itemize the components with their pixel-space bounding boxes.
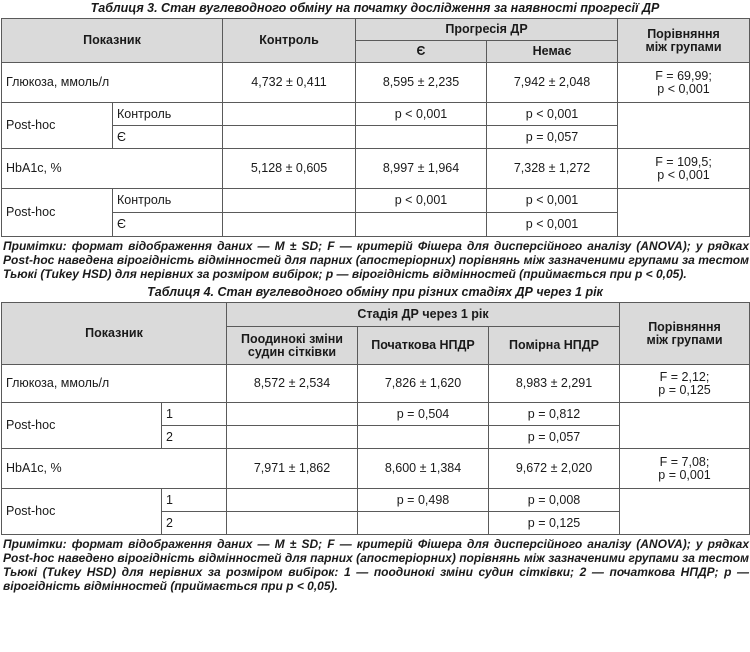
table4-caption: Таблиця 4. Стан вуглеводного обміну при різних стадіях ДР через 1 рік [147,285,603,299]
t3-posthoc1-empty-control [223,103,356,126]
t4-posthoc2-sub2-moderate: p = 0,125 [489,512,620,535]
t3-posthoc2-sub1-yes: p < 0,001 [356,189,487,213]
t3-posthoc1-sub1-yes: p < 0,001 [356,103,487,126]
t4-glucose-cmp2: p = 0,125 [658,382,711,397]
t4-posthoc1-label: Post-hoc [2,403,162,449]
t4-header-single-line1: Поодинокі зміни [241,331,343,346]
t4-posthoc1-empty-single2 [227,426,358,449]
table3 [1,18,750,237]
t3-header-control: Контроль [223,19,356,63]
t3-posthoc2-sub1: Контроль [113,189,223,213]
t4-posthoc1-empty-initial2 [358,426,489,449]
t3-header-comparison-line2: між групами [645,39,722,54]
t3-hba1c-cmp2: p < 0,001 [657,167,710,182]
t4-posthoc2-empty-cmp [620,489,750,535]
t4-header-stage: Стадія ДР через 1 рік [227,303,620,327]
t3-header-comparison-line1: Порівняння [647,26,720,41]
t3-glucose-cmp1: F = 69,99; [655,68,712,83]
t3-glucose-comparison [618,63,750,103]
t4-header-indicator: Показник [2,303,227,365]
t3-row-posthoc2a [2,189,750,213]
t3-posthoc1-sub2: Є [113,126,223,149]
t3-row-glucose [2,63,750,103]
t4-posthoc2-empty-initial2 [358,512,489,535]
t3-row-posthoc1a [2,103,750,126]
t3-posthoc1-sub1-no: p < 0,001 [487,103,618,126]
t4-posthoc1-sub2-moderate: p = 0,057 [489,426,620,449]
t3-posthoc2-sub2-no: p < 0,001 [487,213,618,237]
t4-glucose-comparison [620,365,750,403]
t4-hba1c-moderate: 9,672 ± 2,020 [489,449,620,489]
t4-row-posthoc2a [2,489,750,512]
t4-glucose-cmp1: F = 2,12; [659,369,710,384]
t3-posthoc2-sub1-no: p < 0,001 [487,189,618,213]
t3-posthoc2-empty-control2 [223,213,356,237]
t4-posthoc1-sub1-initial: p = 0,504 [358,403,489,426]
t3-glucose-label: Глюкоза, ммоль/л [2,63,223,103]
t4-posthoc1-sub2: 2 [162,426,227,449]
t4-posthoc1-empty-single [227,403,358,426]
t3-row-hba1c [2,149,750,189]
t4-posthoc2-label: Post-hoc [2,489,162,535]
t3-hba1c-control: 5,128 ± 0,605 [223,149,356,189]
t4-posthoc1-sub1-moderate: p = 0,812 [489,403,620,426]
t4-glucose-initial: 7,826 ± 1,620 [358,365,489,403]
t3-header-comparison [618,19,750,63]
t3-posthoc1-label: Post-hoc [2,103,113,149]
t3-hba1c-yes: 8,997 ± 1,964 [356,149,487,189]
t4-posthoc2-empty-single2 [227,512,358,535]
t3-posthoc1-empty-cmp [618,103,750,149]
t3-header-indicator: Показник [2,19,223,63]
t3-glucose-yes: 8,595 ± 2,235 [356,63,487,103]
table4 [1,302,750,535]
t4-posthoc1-sub1: 1 [162,403,227,426]
t4-hba1c-cmp1: F = 7,08; [659,454,710,469]
t4-row-glucose [2,365,750,403]
t3-posthoc1-sub1: Контроль [113,103,223,126]
t4-header-comparison [620,303,750,365]
t3-header-yes: Є [356,41,487,63]
t4-glucose-label: Глюкоза, ммоль/л [2,365,227,403]
t3-posthoc2-sub2: Є [113,213,223,237]
t4-hba1c-comparison [620,449,750,489]
t4-header-single [227,327,358,365]
t3-hba1c-no: 7,328 ± 1,272 [487,149,618,189]
t3-hba1c-comparison [618,149,750,189]
t4-row-posthoc1a [2,403,750,426]
t4-header-single-line2: судин сітківки [247,344,337,359]
t3-glucose-control: 4,732 ± 0,411 [223,63,356,103]
t4-header-comparison-line1: Порівняння [648,319,721,334]
t4-hba1c-label: HbA1c, % [2,449,227,489]
t3-hba1c-label: HbA1c, % [2,149,223,189]
t4-posthoc2-sub1-moderate: p = 0,008 [489,489,620,512]
t4-glucose-single: 8,572 ± 2,534 [227,365,358,403]
t4-hba1c-initial: 8,600 ± 1,384 [358,449,489,489]
t3-glucose-no: 7,942 ± 2,048 [487,63,618,103]
t3-glucose-cmp2: p < 0,001 [657,81,710,96]
t3-posthoc1-empty-yes2 [356,126,487,149]
t4-posthoc2-empty-single [227,489,358,512]
t4-hba1c-cmp2: p = 0,001 [658,467,711,482]
t4-row-hba1c [2,449,750,489]
t4-header-initial: Початкова НПДР [358,327,489,365]
t3-header-no: Немає [487,41,618,63]
t3-hba1c-cmp1: F = 109,5; [655,154,712,169]
t4-header-comparison-line2: між групами [646,332,723,347]
t4-posthoc2-sub1-initial: p = 0,498 [358,489,489,512]
t3-posthoc1-sub2-no: p = 0,057 [487,126,618,149]
t4-hba1c-single: 7,971 ± 1,862 [227,449,358,489]
table3-caption: Таблиця 3. Стан вуглеводного обміну на початку дослідження за наявності прогресії ДР [90,1,660,15]
t4-posthoc1-empty-cmp [620,403,750,449]
t4-posthoc2-sub1: 1 [162,489,227,512]
t3-posthoc1-empty-control2 [223,126,356,149]
t3-posthoc2-empty-control [223,189,356,213]
t3-posthoc2-label: Post-hoc [2,189,113,237]
t3-posthoc2-empty-yes2 [356,213,487,237]
t3-note: Примітки: формат відображення даних — M ± SD; F — критерій Фішера для дисперсійного аналізу (ANOVA); у рядках Post-hoc наведена вірогідність відмінностей для парних (апостеріорних) порівнянь між зазначеними групами за тестом Тьюкі (Tukey HSD) для нерівних за розміром вибірок; p — вірогідність відмінностей (приймається при p < 0,05). [3,239,749,281]
t3-posthoc2-empty-cmp [618,189,750,237]
t4-header-moderate: Помірна НПДР [489,327,620,365]
t4-glucose-moderate: 8,983 ± 2,291 [489,365,620,403]
t3-header-progression: Прогресія ДР [356,19,618,41]
t4-note: Примітки: формат відображення даних — M ± SD; F — критерій Фішера для дисперсійного аналізу (ANOVA); у рядках Post-hoc наведено вірогідність відмінностей для парних (апостеріорних) порівнянь між зазначеними групами за тестом Тьюкі (Tukey HSD) для нерівних за розміром вибірок: 1 — поодинокі зміни судин сітківки; 2 — початкова НПДР; p — вірогідність відмінностей (приймається при p < 0,05). [3,537,749,593]
t4-posthoc2-sub2: 2 [162,512,227,535]
